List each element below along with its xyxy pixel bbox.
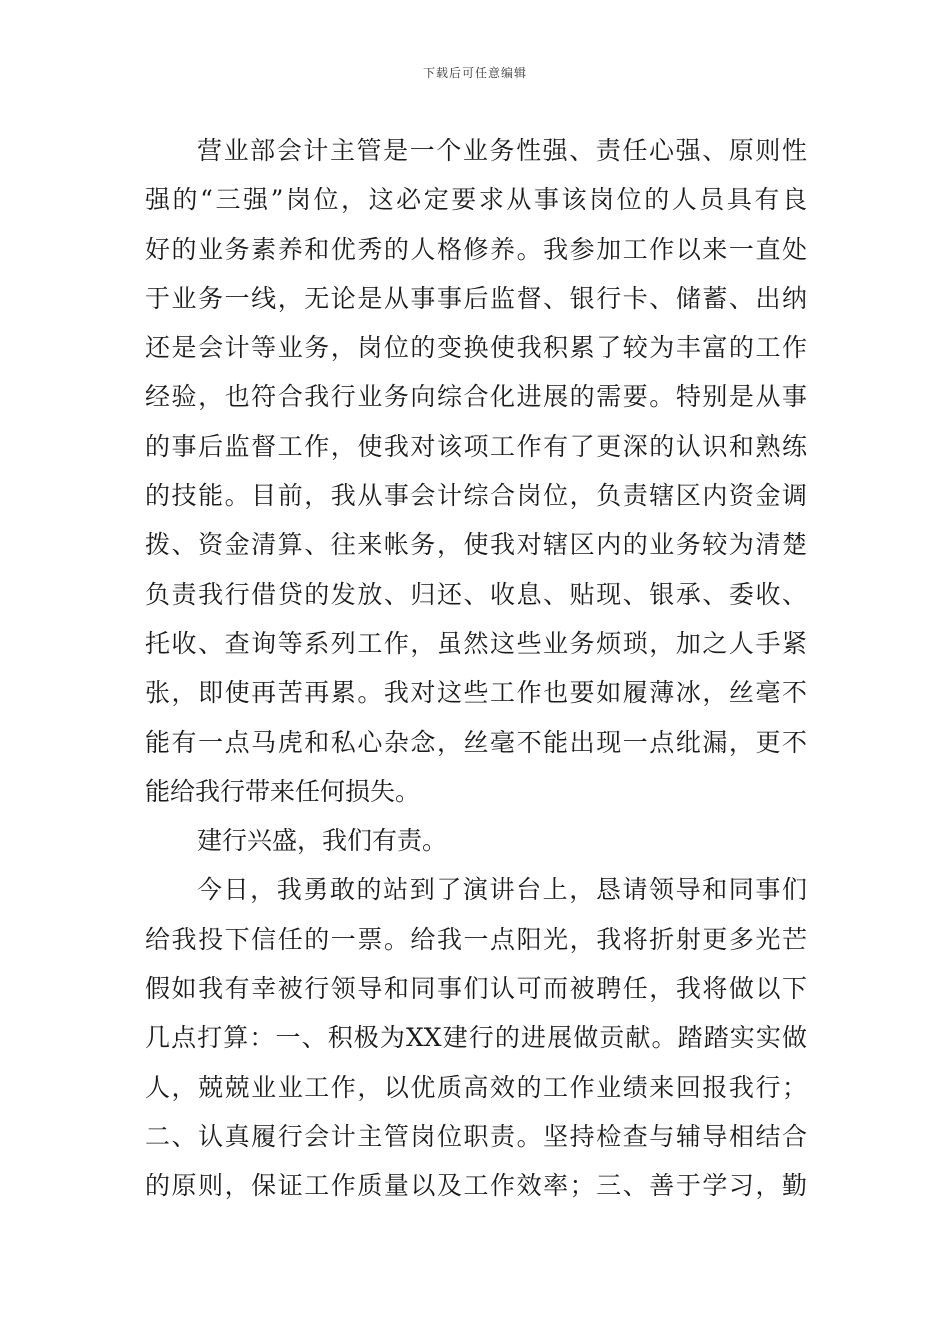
paragraph-2-line-1: 建行兴盛，我们有责。 bbox=[197, 826, 448, 856]
paragraph-1-line-14: 能给我行带来任何损失。 bbox=[145, 776, 421, 806]
paragraph-1-line-5: 还是会计等业务，岗位的变换使我积累了较为丰富的工作 bbox=[145, 333, 807, 363]
header-note: 下载后可任意编辑 bbox=[422, 66, 527, 80]
paragraph-1-line-8: 的技能。目前，我从事会计综合岗位，负责辖区内资金调 bbox=[145, 481, 807, 511]
paragraph-1-line-7: 的事后监督工作，使我对该项工作有了更深的认识和熟练 bbox=[145, 431, 807, 461]
paragraph-3-line-6: 二、认真履行会计主管岗位职责。坚持检查与辅导相结合 bbox=[145, 1121, 807, 1151]
paragraph-1-line-11: 托收、查询等系列工作，虽然这些业务烦琐，加之人手紧 bbox=[145, 628, 807, 658]
paragraph-1-line-4: 于业务一线，无论是从事事后监督、银行卡、储蓄、出纳 bbox=[145, 283, 807, 313]
document-body bbox=[145, 126, 807, 1211]
paragraph-3-line-7: 的原则，保证工作质量以及工作效率；三、善于学习，勤 bbox=[145, 1171, 807, 1201]
paragraph-1-line-9: 拨、资金清算、往来帐务，使我对辖区内的业务较为清楚 bbox=[145, 530, 807, 560]
paragraph-3-line-2: 给我投下信任的一票。给我一点阳光，我将折射更多光芒 bbox=[145, 924, 807, 954]
paragraph-1-line-13: 能有一点马虎和私心杂念，丝毫不能出现一点纰漏，更不 bbox=[145, 727, 807, 757]
paragraph-1-line-3: 好的业务素养和优秀的人格修养。我参加工作以来一直处 bbox=[145, 234, 807, 264]
paragraph-1-line-12: 张，即使再苦再累。我对这些工作也要如履薄冰，丝毫不 bbox=[145, 678, 807, 708]
paragraph-1-line-2: 强的“三强”岗位，这必定要求从事该岗位的人员具有良 bbox=[145, 185, 807, 215]
paragraph-1-line-1: 营业部会计主管是一个业务性强、责任心强、原则性 bbox=[197, 136, 807, 165]
paragraph-3-line-3: 假如我有幸被行领导和同事们认可而被聘任，我将做以下 bbox=[145, 974, 807, 1004]
paragraph-1-line-6: 经验，也符合我行业务向综合化进展的需要。特别是从事 bbox=[145, 382, 807, 412]
paragraph-3-line-5: 人，兢兢业业工作，以优质高效的工作业绩来回报我行； bbox=[145, 1072, 807, 1102]
paragraph-1-line-10: 负责我行借贷的发放、归还、收息、贴现、银承、委收、 bbox=[145, 579, 807, 609]
paragraph-3-line-4: 几点打算：一、积极为XX建行的进展做贡献。踏踏实实做 bbox=[145, 1023, 807, 1053]
paragraph-3-line-1: 今日，我勇敢的站到了演讲台上，恳请领导和同事们 bbox=[197, 875, 807, 905]
